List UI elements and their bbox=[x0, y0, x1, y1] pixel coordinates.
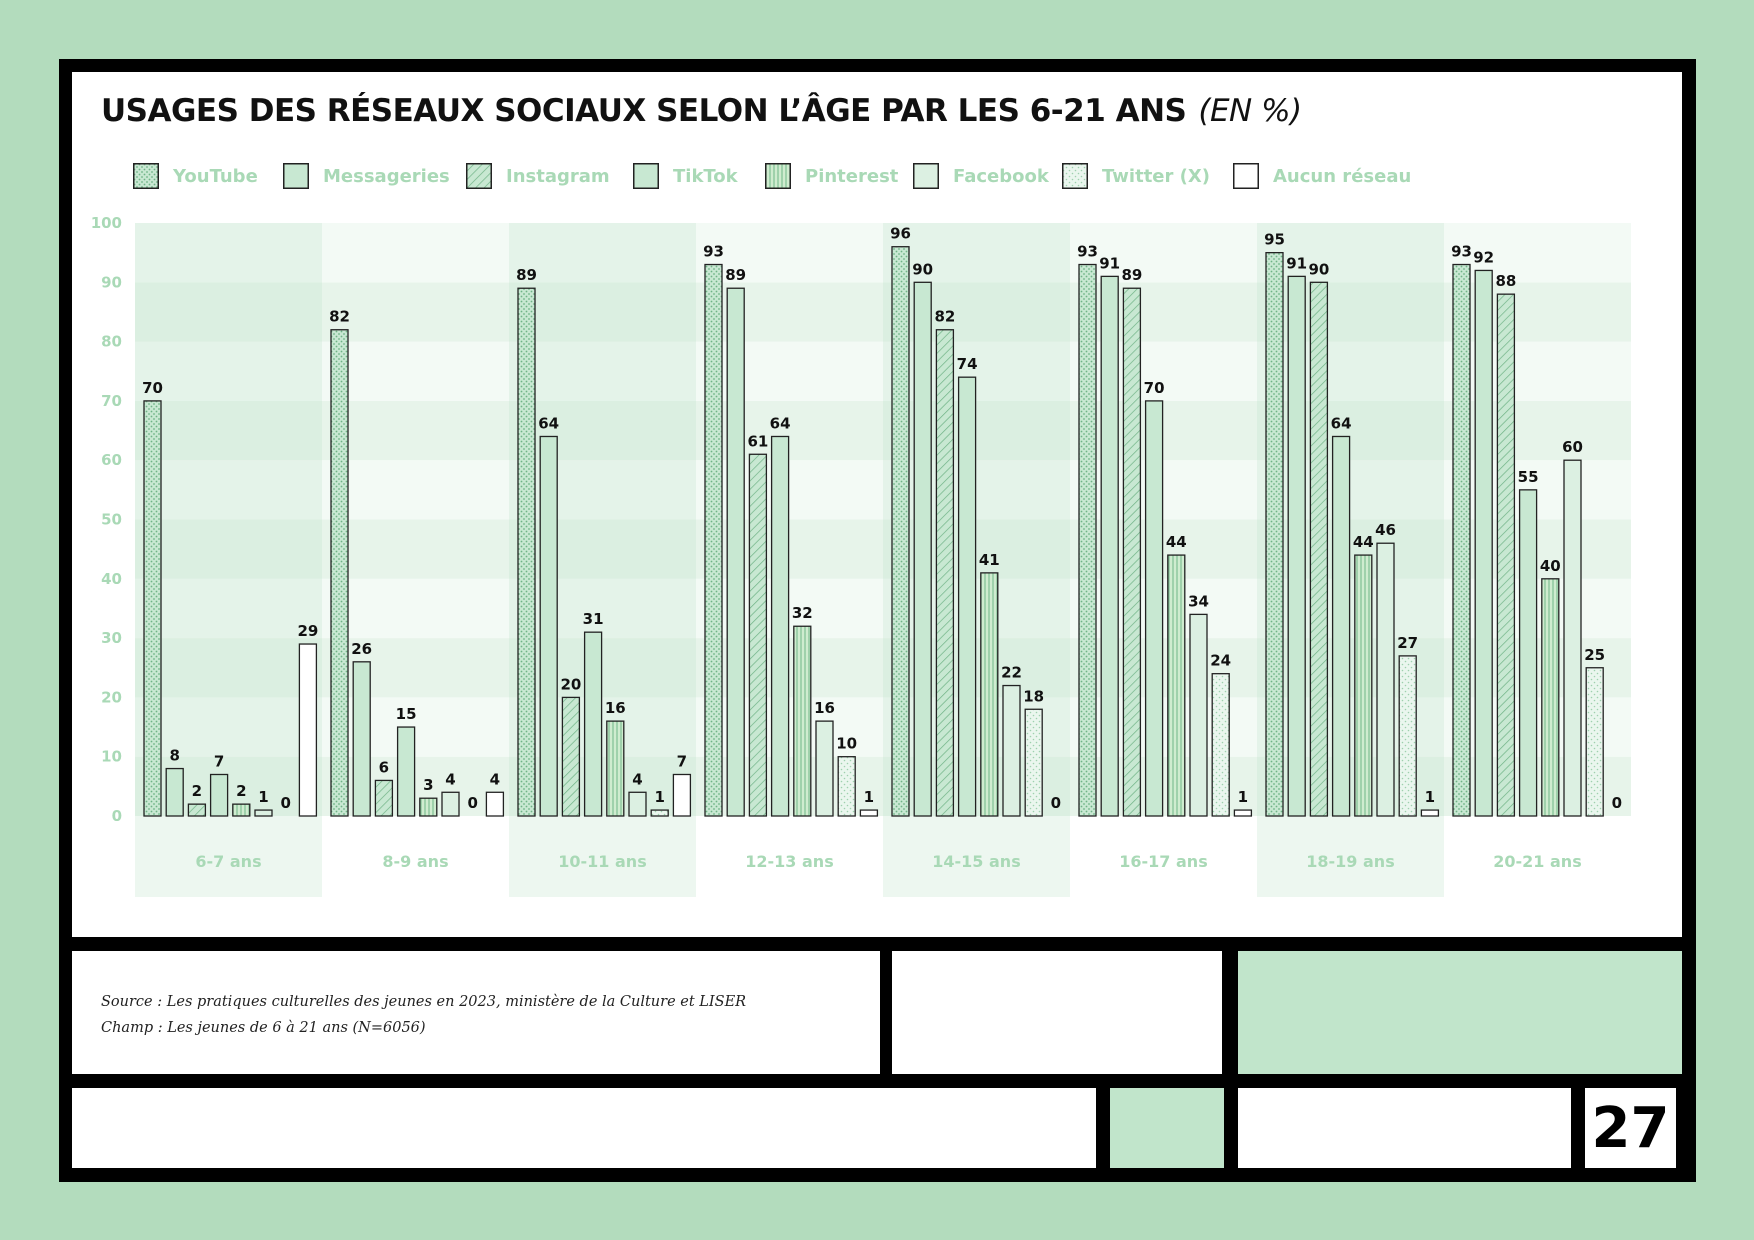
bar-pinterest-20-21-ans bbox=[1542, 579, 1559, 816]
data-label: 2 bbox=[191, 782, 203, 801]
x-tick-label: 12-13 ans bbox=[745, 852, 834, 871]
data-label: 31 bbox=[582, 610, 604, 629]
bar-instagram-20-21-ans bbox=[1497, 294, 1514, 816]
bar-aucun-reseau-6-7-ans bbox=[299, 644, 316, 816]
data-label: 8 bbox=[169, 746, 180, 765]
footer-blank-panel-1 bbox=[892, 951, 1222, 1074]
data-label: 25 bbox=[1584, 645, 1606, 664]
bar-twitter-x-14-15-ans bbox=[1025, 709, 1042, 816]
y-tick-label: 50 bbox=[101, 510, 122, 529]
data-label: 96 bbox=[890, 224, 911, 243]
legend-label: TikTok bbox=[673, 165, 738, 187]
bar-facebook-16-17-ans bbox=[1190, 614, 1207, 816]
legend-label: Instagram bbox=[506, 165, 610, 187]
footer-source-notes bbox=[101, 989, 746, 1041]
data-label: 61 bbox=[747, 432, 769, 451]
bar-facebook-14-15-ans bbox=[1003, 686, 1020, 816]
bar-aucun-reseau-18-19-ans bbox=[1421, 810, 1438, 816]
x-tick-label: 18-19 ans bbox=[1306, 852, 1395, 871]
bar-messageries-12-13-ans bbox=[727, 288, 744, 816]
data-label: 0 bbox=[280, 794, 291, 812]
bar-aucun-reseau-12-13-ans bbox=[860, 810, 877, 816]
data-label: 60 bbox=[1562, 438, 1583, 457]
legend-label: Aucun réseau bbox=[1273, 165, 1412, 187]
footer-accent-panel-1 bbox=[1238, 951, 1682, 1074]
bar-instagram-12-13-ans bbox=[749, 454, 766, 816]
y-tick-label: 70 bbox=[101, 391, 122, 410]
x-tick-label: 20-21 ans bbox=[1493, 852, 1582, 871]
bar-messageries-18-19-ans bbox=[1288, 276, 1305, 816]
chart-title-text: USAGES DES RÉSEAUX SOCIAUX SELON L’ÂGE PAR LES 6-21 ANS bbox=[101, 93, 1187, 129]
data-label: 6 bbox=[378, 758, 390, 777]
bar-twitter-x-10-11-ans bbox=[651, 810, 668, 816]
bar-messageries-14-15-ans bbox=[914, 282, 931, 816]
legend-label: YouTube bbox=[173, 165, 258, 187]
bar-instagram-18-19-ans bbox=[1310, 282, 1327, 816]
data-label: 70 bbox=[142, 378, 163, 397]
y-tick-label: 30 bbox=[101, 629, 122, 648]
data-label: 3 bbox=[423, 776, 434, 795]
data-label: 70 bbox=[1143, 378, 1165, 397]
legend-label: Pinterest bbox=[805, 165, 899, 187]
y-axis bbox=[91, 214, 122, 825]
legend-label: Facebook bbox=[953, 165, 1049, 187]
data-label: 44 bbox=[1352, 533, 1374, 552]
footer-blank-panel-2 bbox=[72, 1088, 1096, 1168]
data-label: 74 bbox=[956, 355, 978, 374]
footer-accent-panel-2 bbox=[1110, 1088, 1224, 1168]
data-label: 89 bbox=[725, 266, 747, 285]
bar-youtube-12-13-ans bbox=[705, 265, 722, 816]
bar-twitter-x-20-21-ans bbox=[1586, 668, 1603, 816]
data-label: 29 bbox=[297, 622, 319, 641]
bar-pinterest-14-15-ans bbox=[981, 573, 998, 816]
data-label: 4 bbox=[632, 770, 643, 789]
data-label: 16 bbox=[604, 699, 626, 718]
bar-youtube-6-7-ans bbox=[144, 401, 161, 816]
chart-title-unit: (EN %) bbox=[1198, 93, 1302, 129]
bar-tiktok-10-11-ans bbox=[585, 632, 602, 816]
data-label: 10 bbox=[836, 734, 858, 753]
category-shade bbox=[509, 223, 696, 897]
y-tick-label: 0 bbox=[111, 807, 122, 825]
bar-pinterest-8-9-ans bbox=[420, 798, 437, 816]
x-tick-label: 8-9 ans bbox=[382, 852, 449, 871]
bar-tiktok-16-17-ans bbox=[1146, 401, 1163, 816]
bar-aucun-reseau-16-17-ans bbox=[1234, 810, 1251, 816]
data-label: 90 bbox=[912, 260, 934, 279]
data-label: 64 bbox=[1330, 414, 1352, 433]
bar-youtube-10-11-ans bbox=[518, 288, 535, 816]
data-label: 88 bbox=[1495, 272, 1517, 291]
data-label: 0 bbox=[1050, 794, 1062, 812]
data-label: 26 bbox=[351, 639, 373, 658]
data-label: 55 bbox=[1517, 467, 1539, 486]
bar-facebook-8-9-ans bbox=[442, 792, 459, 816]
bar-twitter-x-16-17-ans bbox=[1212, 674, 1229, 816]
bar-messageries-20-21-ans bbox=[1475, 270, 1492, 816]
bar-pinterest-12-13-ans bbox=[794, 626, 811, 816]
bar-tiktok-12-13-ans bbox=[772, 436, 789, 816]
bar-youtube-18-19-ans bbox=[1266, 253, 1283, 816]
bar-pinterest-6-7-ans bbox=[233, 804, 250, 816]
bar-instagram-6-7-ans bbox=[188, 804, 205, 816]
bar-messageries-8-9-ans bbox=[353, 662, 370, 816]
y-tick-label: 10 bbox=[101, 747, 122, 766]
bar-facebook-18-19-ans bbox=[1377, 543, 1394, 816]
data-label: 7 bbox=[213, 752, 225, 771]
y-tick-label: 60 bbox=[101, 451, 122, 470]
bar-youtube-14-15-ans bbox=[892, 247, 909, 816]
data-label: 16 bbox=[814, 699, 835, 718]
data-label: 90 bbox=[1308, 260, 1330, 279]
bar-tiktok-14-15-ans bbox=[959, 377, 976, 816]
bar-tiktok-20-21-ans bbox=[1520, 490, 1537, 816]
bar-instagram-10-11-ans bbox=[562, 697, 579, 816]
data-label: 93 bbox=[1451, 242, 1472, 261]
data-label: 1 bbox=[654, 788, 665, 807]
data-label: 4 bbox=[489, 770, 501, 789]
bar-instagram-14-15-ans bbox=[936, 330, 953, 816]
data-label: 2 bbox=[236, 782, 247, 801]
bar-aucun-reseau-8-9-ans bbox=[486, 792, 503, 816]
bar-instagram-8-9-ans bbox=[375, 780, 392, 816]
bar-instagram-16-17-ans bbox=[1123, 288, 1140, 816]
data-label: 15 bbox=[395, 705, 417, 724]
data-label: 7 bbox=[676, 752, 688, 771]
bar-pinterest-16-17-ans bbox=[1168, 555, 1185, 816]
data-label: 91 bbox=[1286, 254, 1308, 273]
data-label: 40 bbox=[1539, 556, 1561, 575]
bar-twitter-x-12-13-ans bbox=[838, 757, 855, 816]
y-tick-label: 80 bbox=[101, 332, 122, 351]
category-shade bbox=[135, 223, 322, 897]
source-note: Source : Les pratiques culturelles des jeunes en 2023, ministère de la Culture et LISER bbox=[101, 994, 747, 1010]
data-label: 0 bbox=[1611, 794, 1623, 812]
x-tick-label: 14-15 ans bbox=[932, 852, 1021, 871]
bar-pinterest-10-11-ans bbox=[607, 721, 624, 816]
data-label: 24 bbox=[1210, 651, 1232, 670]
data-label: 32 bbox=[791, 604, 813, 623]
bar-tiktok-18-19-ans bbox=[1333, 436, 1350, 816]
bar-pinterest-18-19-ans bbox=[1355, 555, 1372, 816]
data-label: 4 bbox=[445, 770, 456, 789]
data-label: 0 bbox=[467, 794, 478, 812]
bar-facebook-12-13-ans bbox=[816, 721, 833, 816]
bar-facebook-6-7-ans bbox=[255, 810, 272, 816]
bar-messageries-6-7-ans bbox=[166, 769, 183, 816]
data-label: 95 bbox=[1264, 230, 1285, 249]
bar-youtube-16-17-ans bbox=[1079, 265, 1096, 816]
legend-label: Messageries bbox=[323, 165, 450, 187]
bar-aucun-reseau-10-11-ans bbox=[673, 774, 690, 816]
data-label: 93 bbox=[1077, 242, 1098, 261]
data-label: 89 bbox=[516, 266, 537, 285]
data-label: 44 bbox=[1165, 533, 1187, 552]
data-label: 92 bbox=[1473, 248, 1495, 267]
data-label: 41 bbox=[978, 550, 1000, 569]
data-label: 82 bbox=[329, 307, 350, 326]
data-label: 93 bbox=[703, 242, 724, 261]
data-label: 64 bbox=[538, 414, 560, 433]
x-tick-label: 6-7 ans bbox=[195, 852, 262, 871]
data-label: 34 bbox=[1188, 592, 1209, 611]
bar-twitter-x-18-19-ans bbox=[1399, 656, 1416, 816]
data-label: 64 bbox=[769, 414, 791, 433]
y-tick-label: 90 bbox=[101, 273, 122, 292]
data-label: 22 bbox=[1001, 663, 1022, 682]
data-label: 1 bbox=[1237, 788, 1249, 807]
x-tick-label: 16-17 ans bbox=[1119, 852, 1208, 871]
y-tick-label: 20 bbox=[101, 688, 122, 707]
bar-messageries-10-11-ans bbox=[540, 436, 557, 816]
data-label: 27 bbox=[1397, 633, 1419, 652]
data-label: 82 bbox=[934, 307, 956, 326]
page-number: 27 bbox=[1591, 1095, 1670, 1161]
bar-facebook-10-11-ans bbox=[629, 792, 646, 816]
legend-label: Twitter (X) bbox=[1102, 165, 1210, 187]
champ-note: Champ : Les jeunes de 6 à 21 ans (N=6056) bbox=[101, 1020, 426, 1036]
footer-blank-panel-3 bbox=[1238, 1088, 1571, 1168]
bar-messageries-16-17-ans bbox=[1101, 276, 1118, 816]
bar-youtube-20-21-ans bbox=[1453, 265, 1470, 816]
data-label: 1 bbox=[1424, 788, 1436, 807]
bar-tiktok-6-7-ans bbox=[211, 774, 228, 816]
data-label: 46 bbox=[1375, 521, 1396, 540]
data-label: 20 bbox=[560, 675, 582, 694]
bar-facebook-20-21-ans bbox=[1564, 460, 1581, 816]
bar-tiktok-8-9-ans bbox=[398, 727, 415, 816]
data-label: 91 bbox=[1099, 254, 1121, 273]
data-label: 1 bbox=[863, 788, 875, 807]
data-label: 89 bbox=[1121, 266, 1143, 285]
y-tick-label: 40 bbox=[101, 569, 122, 588]
x-tick-label: 10-11 ans bbox=[558, 852, 647, 871]
bar-youtube-8-9-ans bbox=[331, 330, 348, 816]
data-label: 1 bbox=[258, 788, 269, 807]
data-label: 18 bbox=[1023, 687, 1045, 706]
y-tick-label: 100 bbox=[90, 214, 122, 232]
